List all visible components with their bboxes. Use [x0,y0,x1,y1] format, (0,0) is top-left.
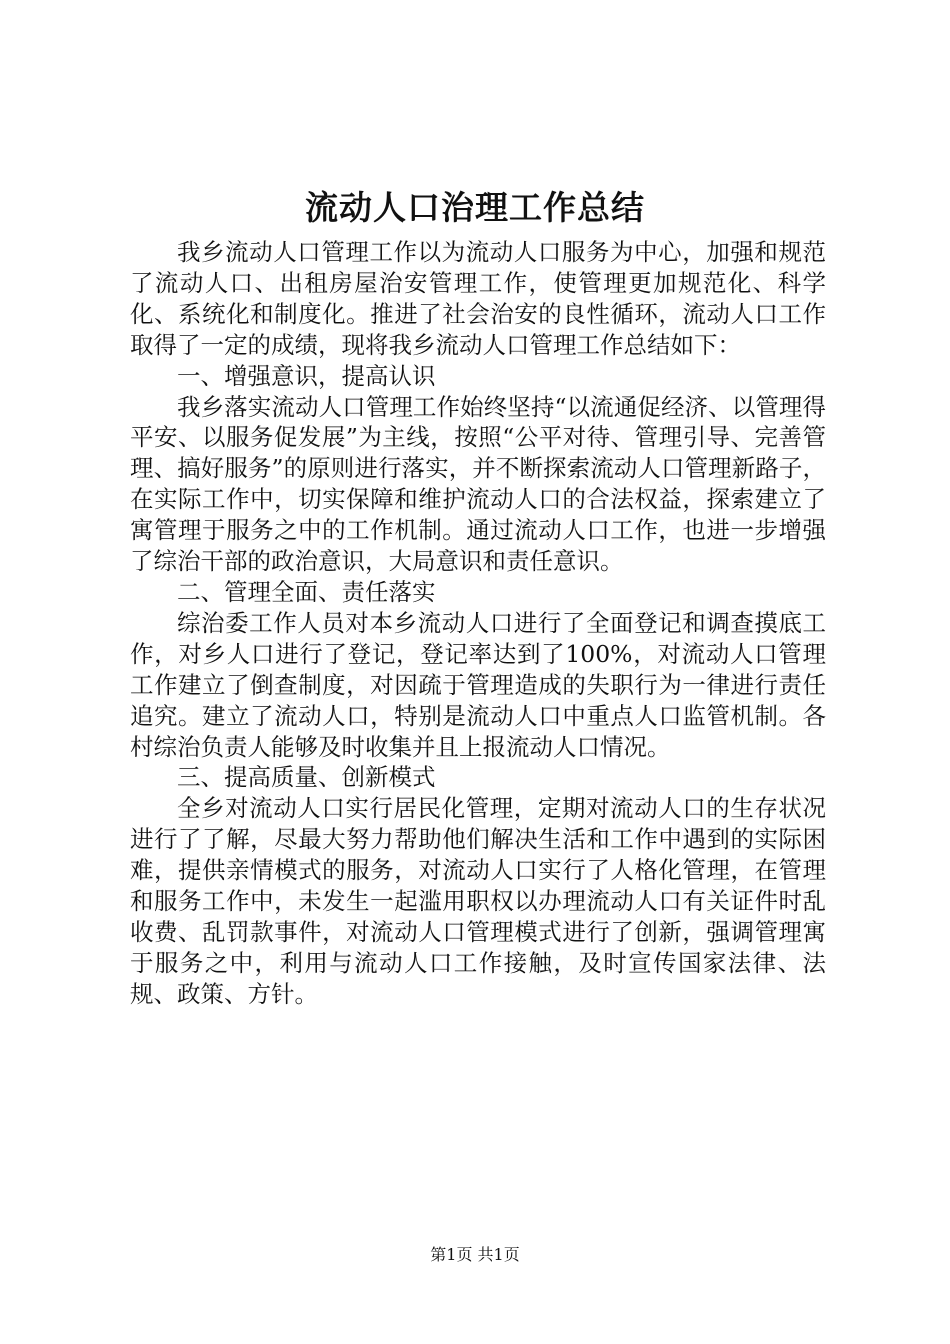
section-paragraph-1: 我乡落实流动人口管理工作始终坚持“以流通促经济、以管理得平安、以服务促发展”为主线，按照“公平对待、管理引导、完善管理、搞好服务”的原则进行落实，并不断探索流动人口管理新路子，在实际工作中，切实保障和维护流动人口的合法权益，探索建立了寓管理于服务之中的工作机制。通过流动人口工作，也进一步增强了综治干部的政治意识，大局意识和责任意识。 [130,392,826,576]
section-heading-1: 一、增强意识，提高认识 [177,361,436,390]
section-heading-2: 二、管理全面、责任落实 [177,577,436,606]
document-title: 流动人口治理工作总结 [305,188,645,227]
intro-paragraph: 我乡流动人口管理工作以为流动人口服务为中心，加强和规范了流动人口、出租房屋治安管理工作，使管理更加规范化、科学化、系统化和制度化。推进了社会治安的良性循环，流动人口工作取得了一定的成绩，现将我乡流动人口管理工作总结如下： [130,238,826,359]
section-heading-3: 三、提高质量、创新模式 [177,763,436,792]
section-paragraph-3: 全乡对流动人口实行居民化管理，定期对流动人口的生存状况进行了了解，尽最大努力帮助他们解决生活和工作中遇到的实际困难，提供亲情模式的服务，对流动人口实行了人格化管理，在管理和服务工作中，未发生一起滥用职权以办理流动人口有关证件时乱收费、乱罚款事件，对流动人口管理模式进行了创新，强调管理寓于服务之中，利用与流动人口工作接触，及时宣传国家法律、法规、政策、方针。 [130,794,826,1008]
page-footer: 第1页 共1页 [430,1245,520,1264]
document-body [130,237,826,1010]
section-paragraph-2: 综治委工作人员对本乡流动人口进行了全面登记和调查摸底工作，对乡人口进行了登记，登记率达到了100%，对流动人口管理工作建立了倒查制度，对因疏于管理造成的失职行为一律进行责任追究。建立了流动人口，特别是流动人口中重点人口监管机制。各村综治负责人能够及时收集并且上报流动人口情况。 [130,608,826,761]
